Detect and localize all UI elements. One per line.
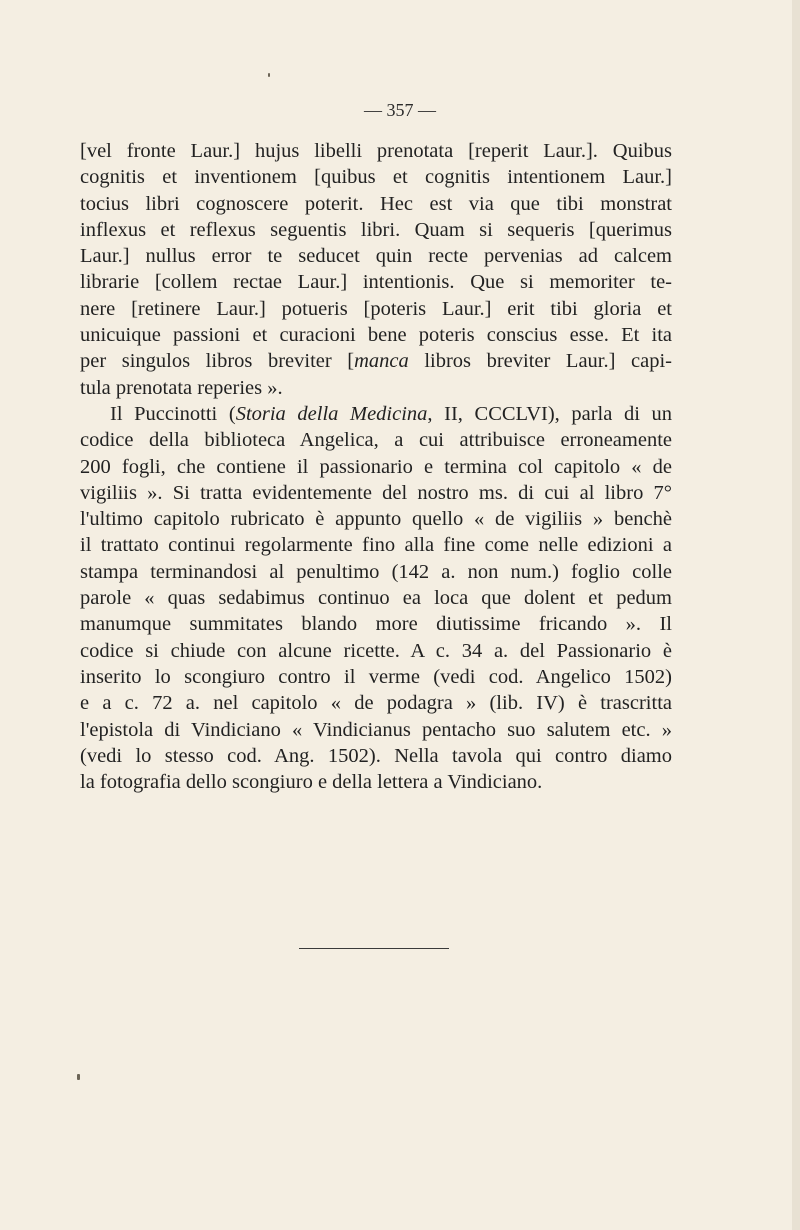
text-line-9-italic: manca bbox=[354, 350, 409, 373]
ink-speck bbox=[77, 1074, 80, 1080]
text-line-6: librarie [collem rectae Laur.] intentionis. Que si memoriter te- bbox=[80, 271, 672, 294]
text-line-16: il trattato continui regolarmente fino alla fine come nelle edizioni a bbox=[80, 534, 672, 557]
text-line-17: stampa terminandosi al penultimo (142 a. non num.) foglio colle bbox=[80, 560, 672, 583]
text-line-12: codice della biblioteca Angelica, a cui attribuisce erroneamente bbox=[80, 429, 672, 452]
body-text bbox=[80, 138, 672, 795]
text-line-8: unicuique passioni et curacioni bene poteris conscius esse. Et ita bbox=[80, 324, 672, 347]
text-line-11-italic: Storia della Medicina bbox=[235, 402, 428, 425]
text-line-11 bbox=[80, 401, 672, 427]
text-line-13: 200 fogli, che contiene il passionario e termina col capitolo « de bbox=[80, 455, 672, 478]
page-edge-shadow bbox=[792, 0, 800, 1230]
section-divider-rule bbox=[299, 948, 449, 949]
text-line-22: e a c. 72 a. nel capitolo « de podagra » (lib. IV) è trascritta bbox=[80, 692, 672, 715]
text-line-3: tocius libri cognoscere poterit. Hec est via que tibi monstrat bbox=[80, 192, 672, 215]
text-line-7: nere [retinere Laur.] potueris [poteris Laur.] erit tibi gloria et bbox=[80, 297, 672, 320]
page-number: — 357 — bbox=[364, 100, 436, 120]
text-line-9 bbox=[80, 348, 672, 374]
text-line-1: [vel fronte Laur.] hujus libelli prenotata [reperit Laur.]. Quibus bbox=[80, 140, 672, 162]
text-line-5: Laur.] nullus error te seducet quin recte pervenias ad calcem bbox=[80, 245, 672, 268]
text-line-24: (vedi lo stesso cod. Ang. 1502). Nella tavola qui contro diamo bbox=[80, 744, 672, 767]
text-line-9-before: per singulos libros breviter [ bbox=[80, 350, 355, 373]
text-line-2: cognitis et inventionem [quibus et cognitis intentionem Laur.] bbox=[80, 166, 672, 189]
text-line-10: tula prenotata reperies ». bbox=[80, 376, 283, 399]
text-line-18: parole « quas sedabimus continuo ea loca que dolent et pedum bbox=[80, 587, 672, 610]
text-line-4: inflexus et reflexus seguentis libri. Quam si sequeris [querimus bbox=[80, 218, 672, 241]
ink-speck bbox=[268, 73, 270, 77]
text-line-20: codice si chiude con alcune ricette. A c. 34 a. del Passionario è bbox=[80, 639, 672, 662]
text-line-23: l'epistola di Vindiciano « Vindicianus pentacho suo salutem etc. » bbox=[80, 718, 672, 741]
text-line-21: inserito lo scongiuro contro il verme (vedi cod. Angelico 1502) bbox=[80, 665, 672, 688]
text-line-15: l'ultimo capitolo rubricato è appunto quello « de vigiliis » benchè bbox=[80, 508, 672, 531]
text-line-11-before: Il Puccinotti ( bbox=[110, 402, 236, 425]
text-line-14: vigiliis ». Si tratta evidentemente del nostro ms. di cui al libro 7° bbox=[80, 481, 672, 504]
text-line-25: la fotografia dello scongiuro e della lettera a Vindiciano. bbox=[80, 771, 543, 794]
text-line-11-after: , II, CCCLVI), parla di un bbox=[427, 402, 672, 425]
text-line-19: manumque summitates blando more diutissime fricando ». Il bbox=[80, 613, 672, 636]
text-line-9-after: libros breviter Laur.] capi- bbox=[408, 350, 672, 373]
